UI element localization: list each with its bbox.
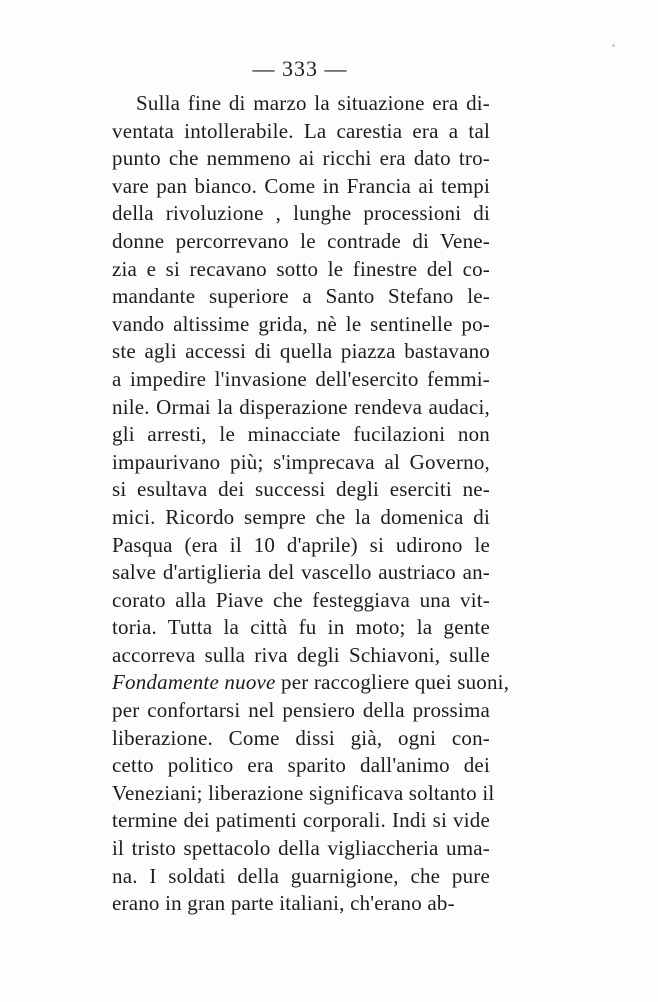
- line-rest: per raccogliere quei suoni,: [275, 670, 510, 695]
- text-line: corato alla Piave che festeggiava una vit-: [112, 587, 490, 612]
- text-line: mici. Ricordo sempre che la domenica di: [112, 504, 490, 529]
- text-line: donne percorrevano le contrade di Vene-: [112, 228, 490, 253]
- text-line: termine dei patimenti corporali. Indi si vide: [112, 808, 490, 833]
- paper-speck: [612, 44, 615, 47]
- text-line: [112, 669, 510, 697]
- text-line: na. I soldati della guarnigione, che pure: [112, 863, 490, 888]
- text-line: per confortarsi nel pensiero della prossima: [112, 698, 490, 723]
- text-line: vando altissime grida, nè le sentinelle po-: [112, 311, 490, 336]
- text-line: salve d'artiglieria del vascello austriaco an-: [112, 560, 490, 585]
- text-line: Sulla fine di marzo la situazione era di-: [136, 91, 490, 115]
- text-line: toria. Tutta la città fu in moto; la gente: [112, 615, 490, 640]
- text-line: impaurivano più; s'imprecava al Governo,: [112, 449, 490, 474]
- text-line: accorreva sulla riva degli Schiavoni, sulle: [112, 642, 490, 667]
- text-line: vare pan bianco. Come in Francia ai tempi: [112, 173, 490, 198]
- text-line: Pasqua (era il 10 d'aprile) si udirono le: [112, 532, 490, 557]
- text-line: erano in gran parte italiani, ch'erano ab-: [112, 891, 455, 916]
- text-line: si esultava dei successi degli eserciti ne-: [112, 477, 490, 502]
- text-line: cetto politico era sparito dall'animo dei: [112, 753, 490, 778]
- italic-phrase: Fondamente nuove: [112, 670, 276, 695]
- text-line: nile. Ormai la disperazione rendeva audaci,: [112, 394, 490, 419]
- text-line: a impedire l'invasione dell'esercito femmi-: [112, 366, 490, 391]
- text-line: della rivoluzione , lunghe processioni di: [112, 201, 490, 226]
- text-line: ste agli accessi di quella piazza bastavano: [112, 339, 490, 364]
- text-line: gli arresti, le minacciate fucilazioni non: [112, 422, 490, 447]
- text-line: il tristo spettacolo della vigliaccheria uma-: [112, 836, 490, 861]
- body-text: [112, 90, 510, 918]
- text-line: punto che nemmeno ai ricchi era dato tro-: [112, 146, 490, 171]
- text-line: ventata intollerabile. La carestia era a tal: [112, 118, 490, 143]
- text-line: liberazione. Come dissi già, ogni con-: [112, 725, 490, 750]
- page-number: — 333 —: [252, 56, 348, 81]
- text-line: Veneziani; liberazione significava soltanto il: [112, 780, 495, 805]
- text-line: zia e si recavano sotto le finestre del co-: [112, 256, 490, 281]
- text-line: mandante superiore a Santo Stefano le-: [112, 284, 490, 309]
